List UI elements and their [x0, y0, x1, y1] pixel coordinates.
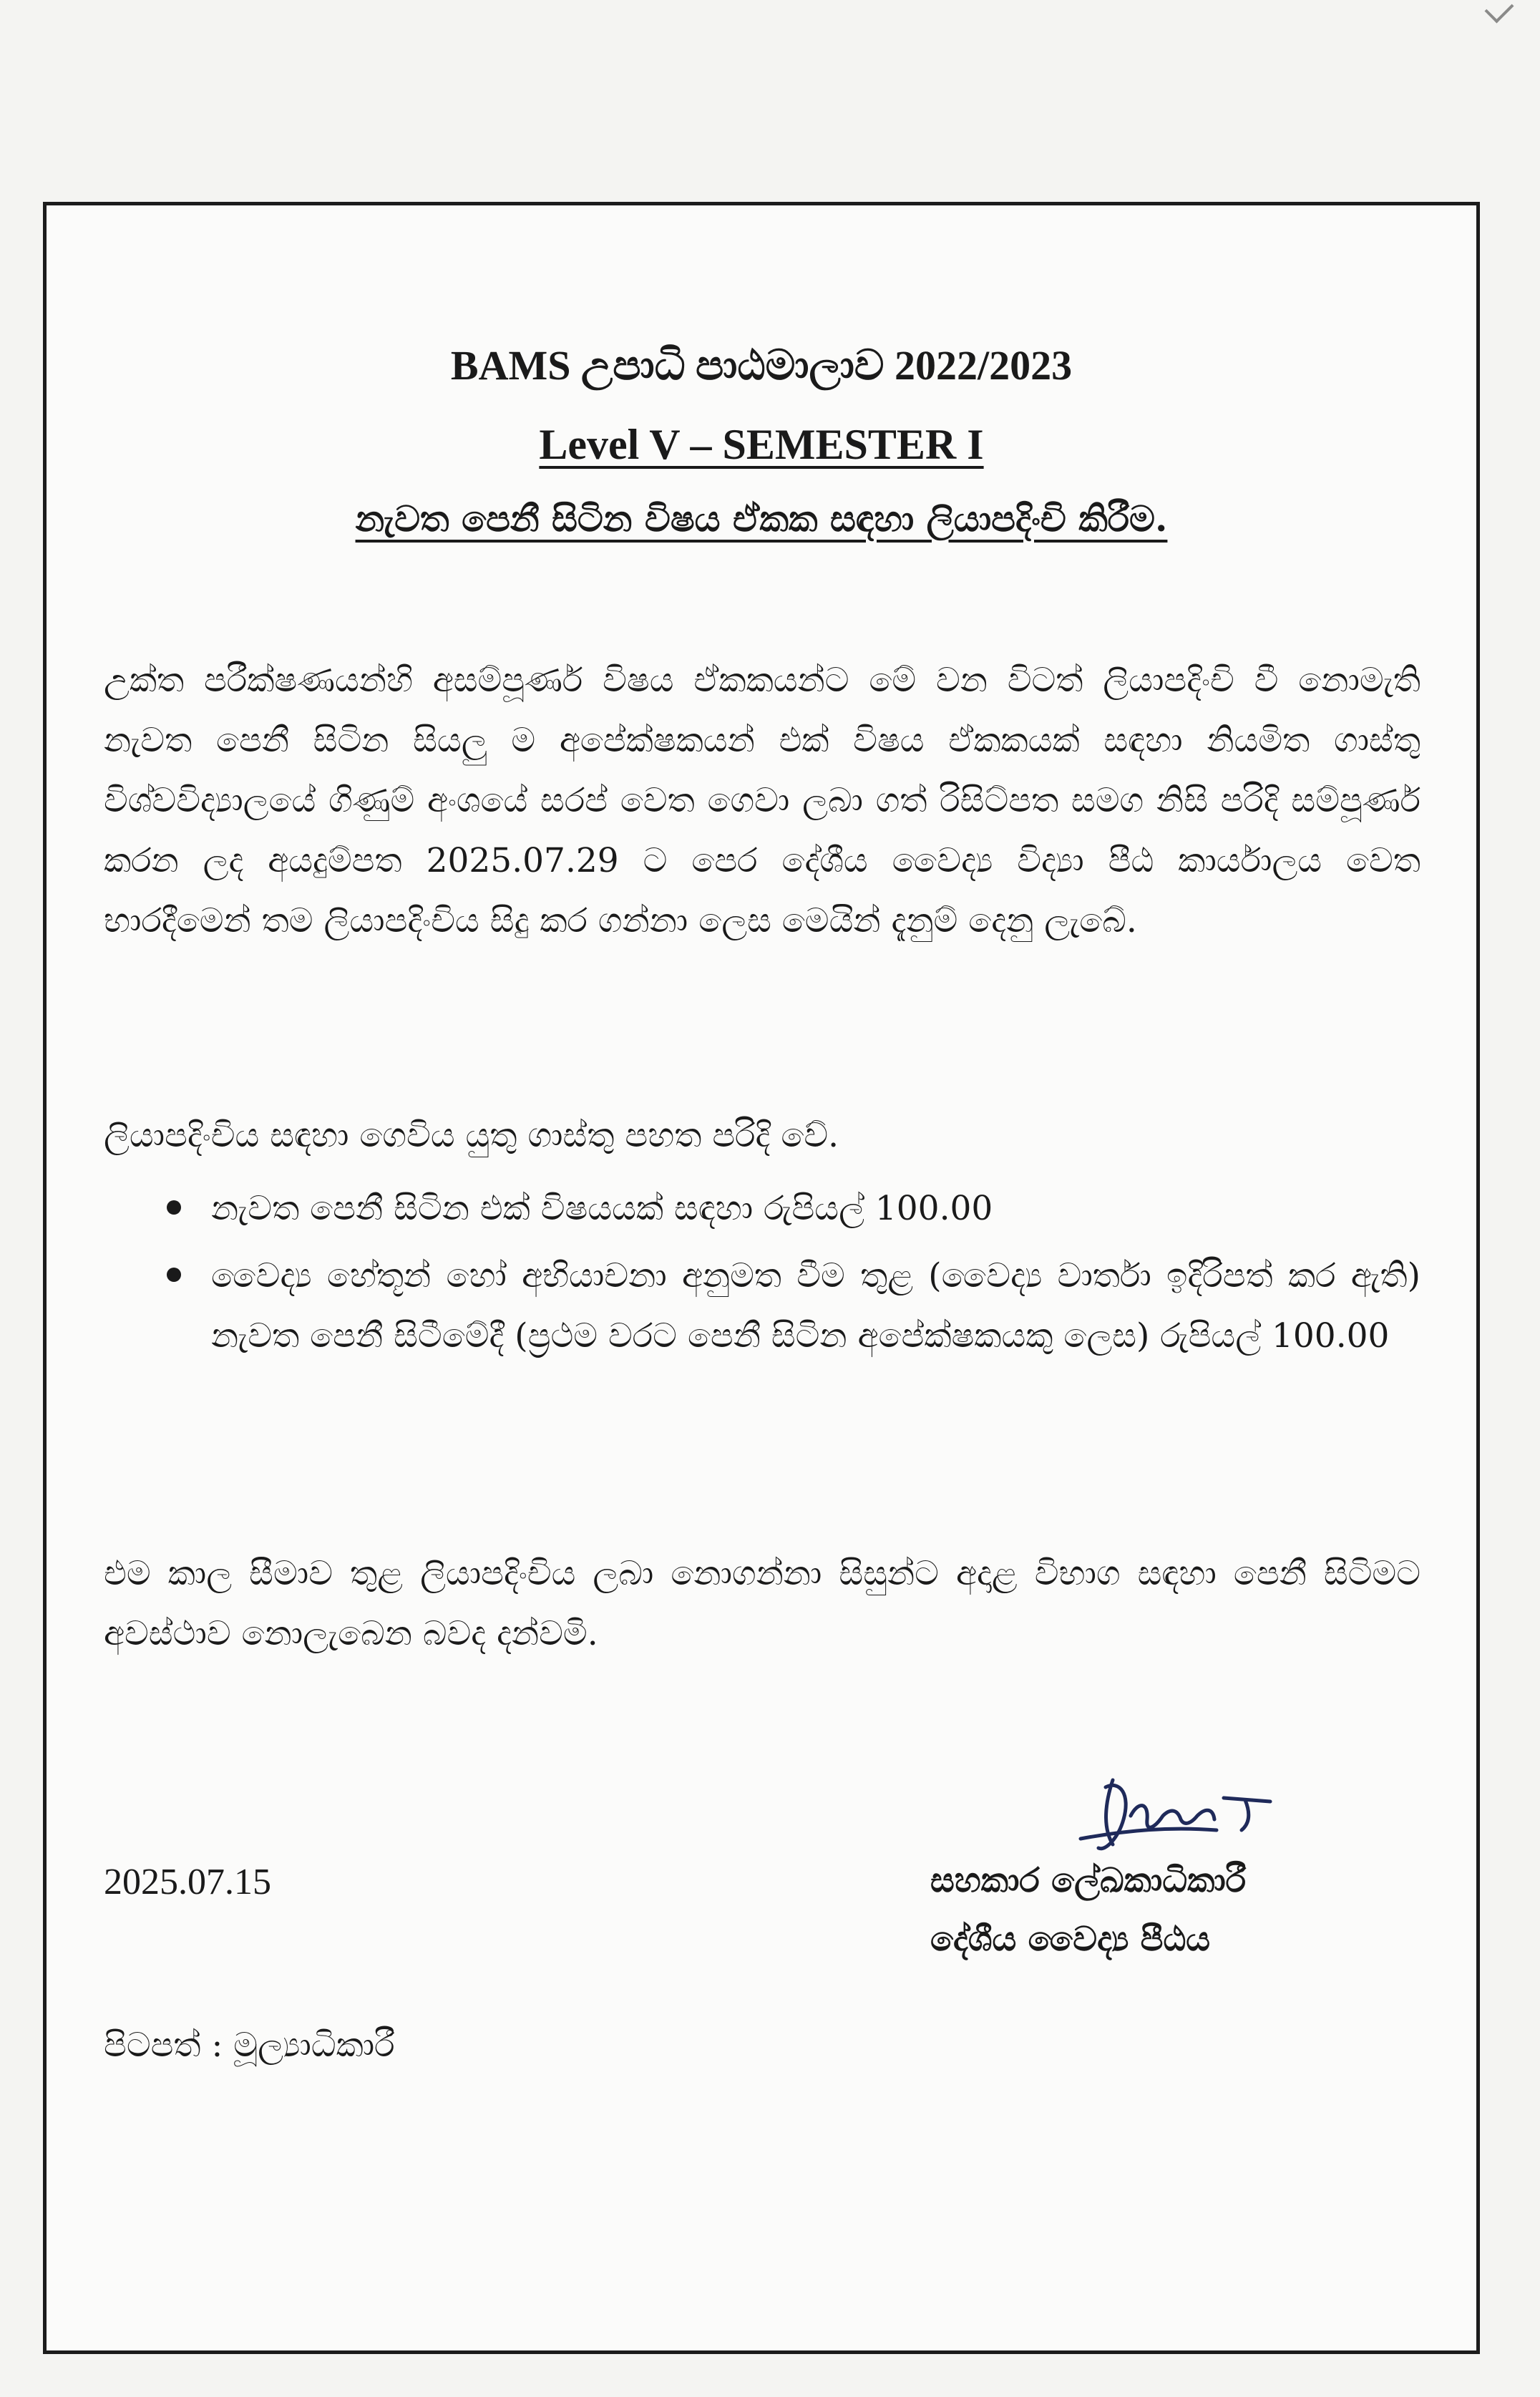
- fee-item-text: නැවත පෙනී සිටින එක් විෂයයක් සඳහා රුපියල් 100.00: [211, 1189, 993, 1228]
- signatory-faculty: දේශීය වෛද්‍ය පීඨය: [930, 1920, 1211, 1959]
- fee-item-text: වෛද්‍ය හේතූන් හෝ අභියාචනා අනුමත වීම තුළ (වෛද්‍ය වාර්තා ඉදිරිපත් කර ඇති) නැවත පෙනී සිටීමේදී (ප්‍රථම වරට පෙනී සිටින අපේක්ෂකයකු ලෙස) රුපියල් 100.00: [211, 1256, 1420, 1356]
- document-title: BAMS උපාධි පාඨමාලාව 2022/2023: [450, 342, 1073, 389]
- fee-list-item: [211, 1179, 1420, 1239]
- deadline-warning-paragraph: එම කාල සීමාව තුළ ලියාපදිංචිය ලබා නොගන්නා සිසුන්ට අදාළ විභාග සඳහා පෙනී සිටිමට අවස්ථාව නොලැබෙන බවද දන්වමි.: [104, 1554, 1420, 1653]
- signatory-block: [930, 1852, 1246, 1969]
- bullet-icon: [167, 1268, 181, 1282]
- signatory-title: සහකාර ලේඛකාධිකාරී: [930, 1861, 1247, 1900]
- bullet-icon: [167, 1200, 181, 1215]
- fees-intro-paragraph: ලියාපදිංචිය සඳහා ගෙවිය යුතු ගාස්තු පහත පරිදි වේ.: [104, 1116, 839, 1155]
- notice-paragraph-main: උක්ත පරීක්ෂණයන්හි අසම්පූර්ණ විෂය ඒකකයන්ට මේ වන විටත් ලියාපදිංචි වී නොමැති නැවත පෙනී සිටින සියලු ම අපේක්ෂකයන් එක් විෂය ඒකකයක් සඳහා නියමිත ගාස්තු විශ්වවිද්‍යාලයේ ගිණුම් අංශයේ සරප් වෙත ගෙවා ලබා ගත් රිසිට්පත සමග නිසි පරිදි සම්පූර්ණ කරන ලද අයදුම්පත 2025.07.29 ට පෙර දේශීය වෛද්‍ය විද්‍යා පීඨ කාර්යාලය වෙත භාරදීමෙන් තම ලියාපදිංචිය සිදු කර ගන්නා ලෙස මෙයින් දැනුම් දෙනු ලැබේ.: [104, 661, 1420, 940]
- document-date: 2025.07.15: [104, 1862, 271, 1902]
- copy-to-line: පිටපත් : මූල්‍යාධිකාරී: [104, 2026, 395, 2065]
- fee-list: [104, 1179, 1420, 1373]
- document-frame: [43, 202, 1480, 2354]
- corner-mark: [1484, 0, 1514, 24]
- document-subject-heading: නැවත පෙනී සිටින විෂය ඒකක සඳහා ලියාපදිංචි කිරීම.: [355, 497, 1168, 540]
- fee-list-item: [211, 1246, 1420, 1366]
- document-level-heading: Level V – SEMESTER I: [539, 421, 984, 468]
